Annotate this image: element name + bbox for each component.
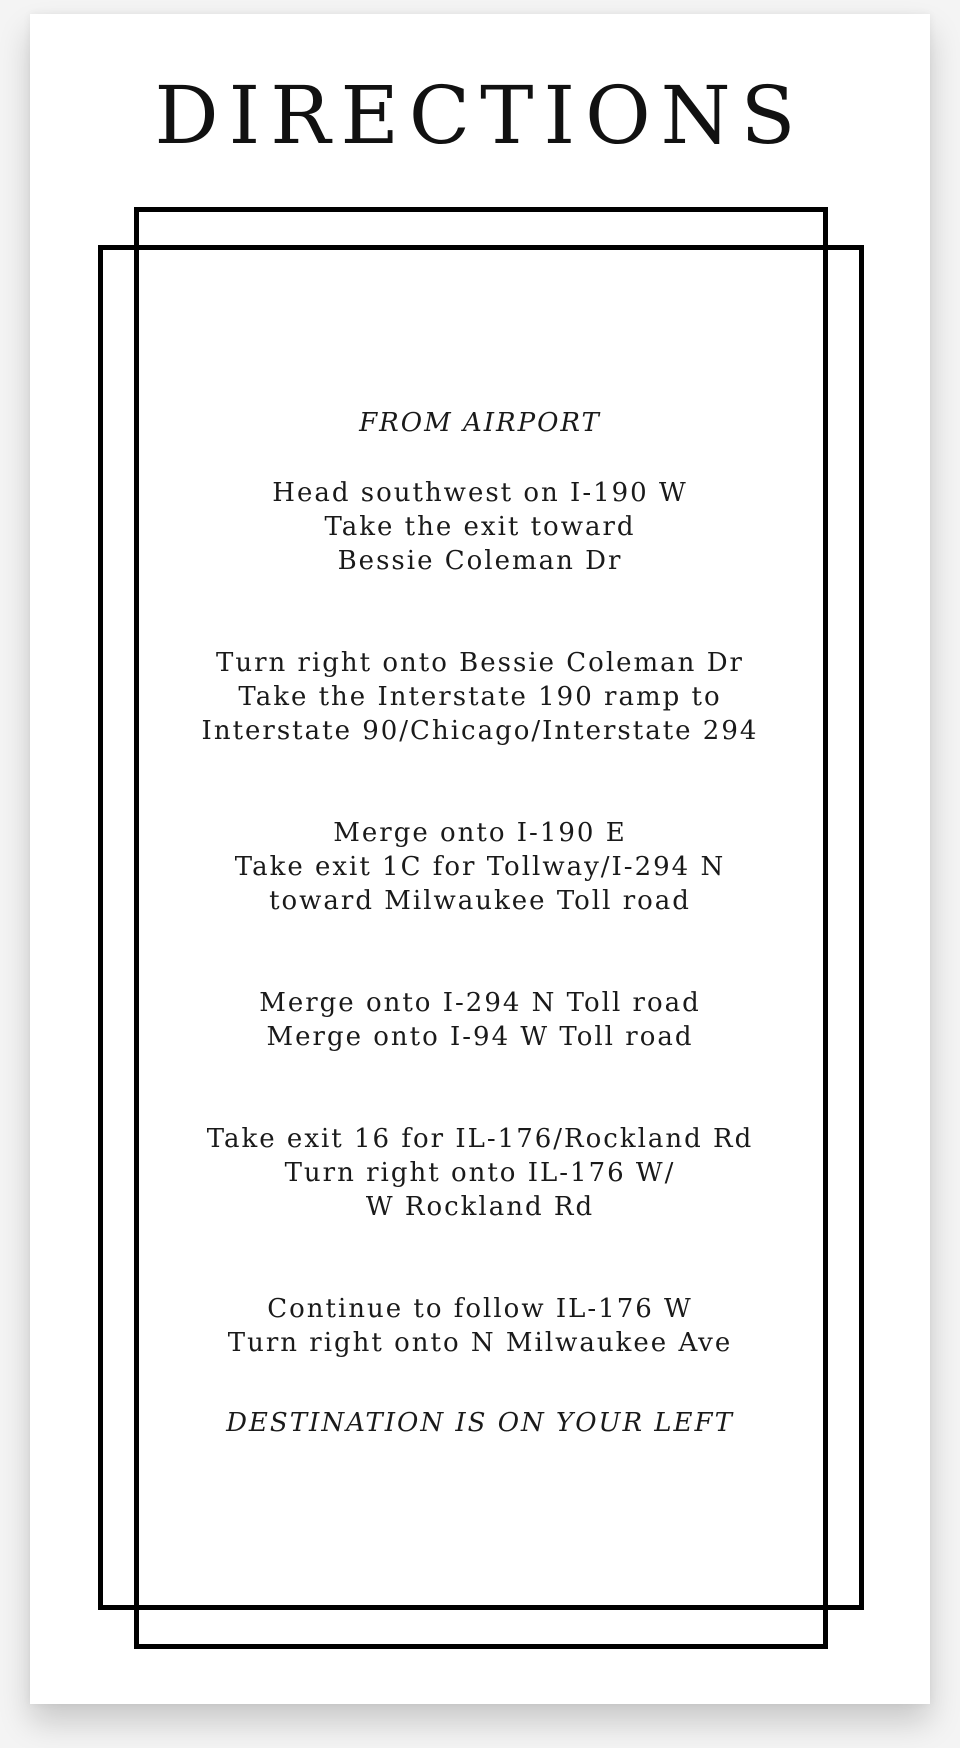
step-line: Turn right onto Bessie Coleman Dr (216, 648, 744, 678)
direction-step-3 (140, 816, 820, 918)
step-line: Turn right onto IL-176 W/ (284, 1158, 676, 1188)
direction-step-5 (140, 1122, 820, 1224)
step-line: Turn right onto N Milwaukee Ave (227, 1328, 733, 1358)
direction-step-2 (140, 646, 820, 748)
direction-step-1 (140, 476, 820, 578)
step-line: Merge onto I-190 E (333, 818, 627, 848)
step-line: Merge onto I-294 N Toll road (259, 988, 701, 1018)
step-line: Continue to follow IL-176 W (267, 1294, 693, 1324)
step-line: Take exit 16 for IL-176/Rockland Rd (206, 1124, 754, 1154)
direction-step-4 (140, 986, 820, 1054)
step-line: Take the Interstate 190 ramp to (238, 682, 722, 712)
step-line: Take the exit toward (324, 512, 636, 542)
from-airport-heading: FROM AIRPORT (359, 408, 601, 438)
page-title: DIRECTIONS (154, 69, 806, 162)
step-line: W Rockland Rd (365, 1192, 595, 1222)
directions-content (140, 406, 820, 1440)
step-line: Take exit 1C for Tollway/I-294 N (234, 852, 726, 882)
directions-card (30, 14, 930, 1704)
step-line: toward Milwaukee Toll road (269, 886, 691, 916)
step-line: Interstate 90/Chicago/Interstate 294 (201, 716, 759, 746)
step-line: Bessie Coleman Dr (337, 546, 623, 576)
step-line: Head southwest on I-190 W (272, 478, 688, 508)
destination-note: DESTINATION IS ON YOUR LEFT (226, 1408, 734, 1438)
direction-step-6 (140, 1292, 820, 1360)
step-line: Merge onto I-94 W Toll road (266, 1022, 694, 1052)
